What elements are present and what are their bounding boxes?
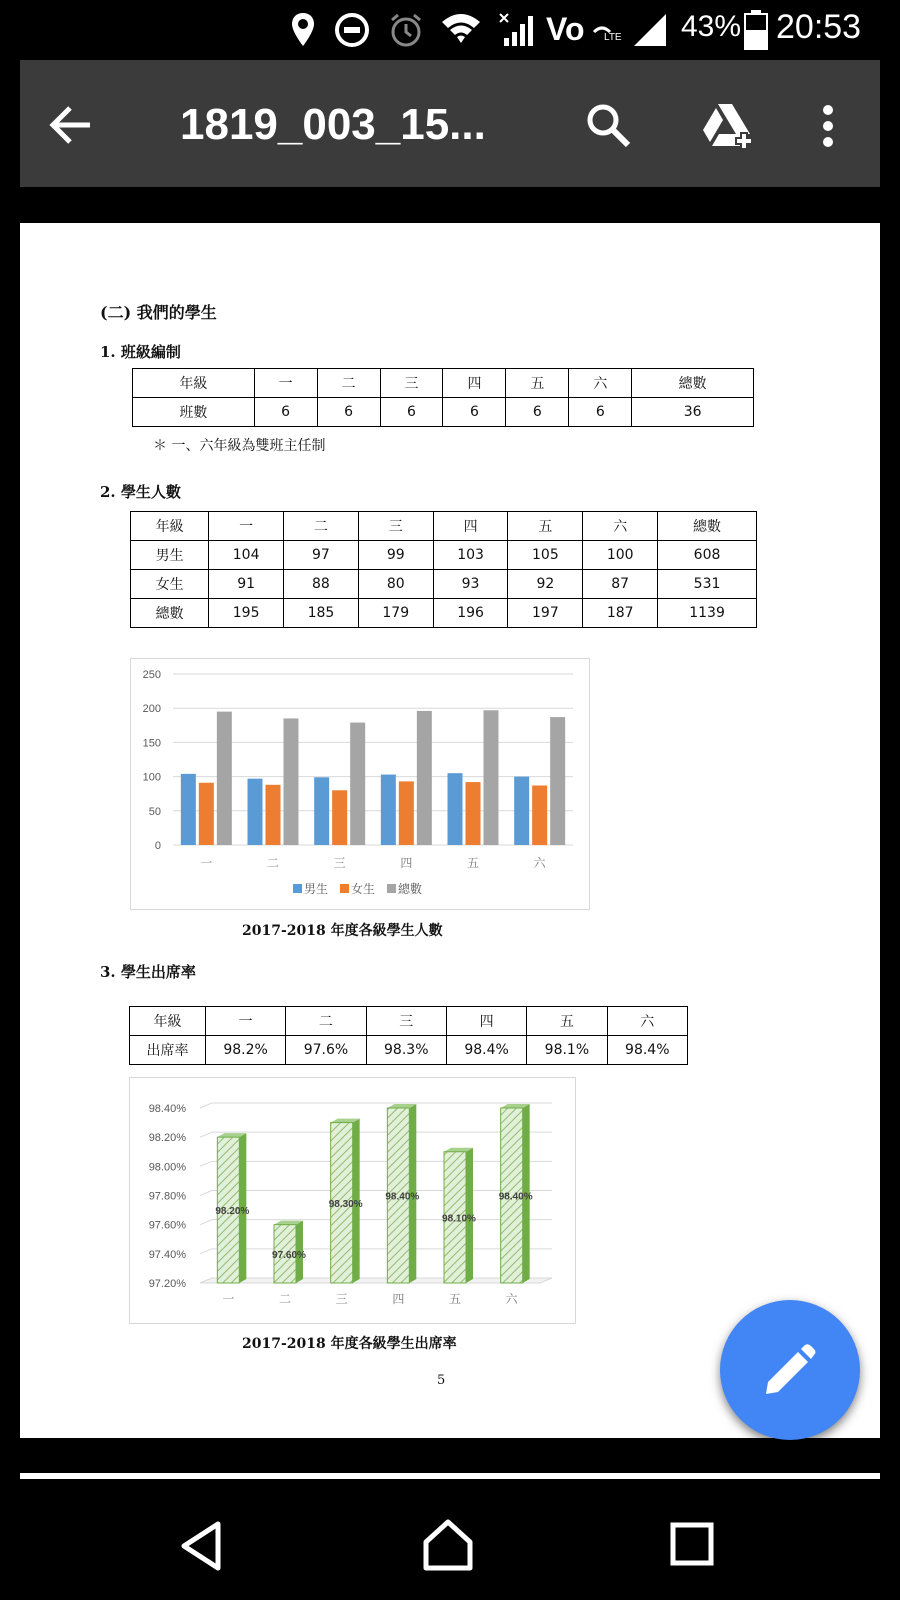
students-table-cell: 105 <box>508 541 583 570</box>
bar-男生 <box>514 777 529 845</box>
x-tick-label: 一 <box>222 1292 235 1306</box>
attendance-table-cell: 一 <box>205 1007 285 1036</box>
legend-swatch <box>340 884 349 893</box>
students-table-cell: 二 <box>284 512 359 541</box>
students-table-cell: 三 <box>358 512 433 541</box>
attendance-table-cell: 四 <box>446 1007 526 1036</box>
nav-recents-icon[interactable] <box>670 1522 714 1566</box>
attendance-table-cell: 五 <box>527 1007 607 1036</box>
gridline <box>200 1161 552 1166</box>
students-table-row <box>131 541 757 570</box>
y-tick-label: 250 <box>142 669 161 681</box>
students-table-cell: 99 <box>358 541 433 570</box>
class-section-heading: 1. 班級編制 <box>100 343 181 361</box>
bar-總數 <box>550 717 565 845</box>
bar-男生 <box>448 773 463 845</box>
bar-男生 <box>381 775 396 845</box>
class-table-cell: 三 <box>380 369 443 398</box>
bar-女生 <box>199 783 214 845</box>
students-table-cell: 179 <box>358 599 433 628</box>
x-tick-label: 四 <box>400 856 413 870</box>
students-table-cell: 五 <box>508 512 583 541</box>
y-tick-label: 97.20% <box>148 1278 186 1290</box>
students-table-cell: 187 <box>583 599 658 628</box>
chart-floor <box>200 1278 552 1283</box>
search-icon[interactable] <box>585 102 631 148</box>
x-tick-label: 四 <box>392 1292 405 1306</box>
more-options-icon[interactable] <box>820 104 836 148</box>
bar-男生 <box>181 774 196 845</box>
document-title: 1819_003_15... <box>180 100 486 149</box>
section-heading: (二) 我們的學生 <box>100 303 217 322</box>
svg-text:Vo: Vo <box>546 11 585 47</box>
attendance-table-row <box>130 1036 688 1065</box>
bar-女生 <box>399 781 414 845</box>
x-tick-label: 六 <box>505 1292 518 1306</box>
pdf-page <box>20 223 880 1438</box>
students-table-cell: 一 <box>209 512 284 541</box>
x-tick-label: 一 <box>200 856 213 870</box>
students-table-cell: 總數 <box>658 512 757 541</box>
y-tick-label: 97.80% <box>148 1190 186 1203</box>
students-table-cell: 104 <box>209 541 284 570</box>
data-label: 98.40% <box>498 1191 533 1203</box>
y-tick-label: 98.00% <box>148 1161 186 1174</box>
class-table-row <box>133 369 754 398</box>
attendance-table <box>129 1006 688 1065</box>
class-table-cell: 總數 <box>632 369 754 398</box>
class-note: ＊ 一、六年級為雙班主任制 <box>153 438 326 454</box>
students-table-cell: 女生 <box>131 570 209 599</box>
bar-女生 <box>466 782 481 845</box>
bar-總數 <box>417 711 432 845</box>
page-number: 5 <box>437 1373 446 1388</box>
back-arrow-icon[interactable] <box>48 105 92 145</box>
attendance-table-cell: 98.1% <box>527 1036 607 1065</box>
bar-總數 <box>350 723 365 845</box>
legend-label: 男生 <box>304 882 329 896</box>
students-table-cell: 103 <box>433 541 508 570</box>
bar-女生 <box>532 785 547 845</box>
students-table-cell: 93 <box>433 570 508 599</box>
battery-percentage: 43% <box>681 10 742 43</box>
legend-label: 女生 <box>351 882 376 896</box>
students-table-row <box>131 570 757 599</box>
attendance-table-cell: 出席率 <box>130 1036 206 1065</box>
volte-icon <box>546 10 622 48</box>
data-label: 98.30% <box>328 1198 363 1210</box>
bar-總數 <box>484 710 499 845</box>
bar-男生 <box>314 777 329 845</box>
bar-女生 <box>332 790 347 845</box>
data-label: 98.40% <box>385 1191 420 1203</box>
students-table-cell: 四 <box>433 512 508 541</box>
nav-back-icon[interactable] <box>178 1520 224 1572</box>
students-table-cell: 80 <box>358 570 433 599</box>
y-tick-label: 98.40% <box>148 1103 186 1115</box>
mobile-signal-x-icon <box>498 12 534 48</box>
students-table-cell: 196 <box>433 599 508 628</box>
class-table-cell: 班數 <box>133 398 255 427</box>
y-tick-label: 97.60% <box>148 1219 186 1232</box>
students-table-cell: 1139 <box>658 599 757 628</box>
data-label: 97.60% <box>272 1249 306 1261</box>
class-table-cell: 一 <box>254 369 317 398</box>
bottom-divider <box>20 1473 880 1479</box>
attendance-table-cell: 98.4% <box>446 1036 526 1065</box>
attendance-table-cell: 年級 <box>130 1007 206 1036</box>
x-tick-label: 三 <box>333 856 346 870</box>
attendance-section-heading: 3. 學生出席率 <box>100 963 196 981</box>
legend-swatch <box>293 884 302 893</box>
students-section-heading: 2. 學生人數 <box>100 483 181 501</box>
bar-男生 <box>248 779 263 845</box>
students-table-cell: 91 <box>209 570 284 599</box>
gridline <box>200 1132 552 1137</box>
legend-label: 總數 <box>398 882 423 896</box>
students-table-cell: 88 <box>284 570 359 599</box>
attendance-table-cell: 98.2% <box>205 1036 285 1065</box>
bar-總數 <box>284 718 299 845</box>
do-not-disturb-icon <box>334 12 370 48</box>
battery-icon <box>744 10 768 50</box>
students-chart-caption: 2017-2018 年度各級學生人數 <box>242 923 443 939</box>
students-table-cell: 197 <box>508 599 583 628</box>
legend-swatch <box>387 884 396 893</box>
students-table-cell: 97 <box>284 541 359 570</box>
students-table-cell: 男生 <box>131 541 209 570</box>
attendance-table-cell: 三 <box>366 1007 446 1036</box>
students-table-row <box>131 512 757 541</box>
attendance-chart <box>129 1077 576 1324</box>
class-table-cell: 年級 <box>133 369 255 398</box>
location-icon <box>290 12 316 48</box>
students-table-cell: 531 <box>658 570 757 599</box>
clock: 20:53 <box>776 8 862 46</box>
x-tick-label: 二 <box>266 856 280 870</box>
cell-signal-icon <box>632 12 668 48</box>
x-tick-label: 五 <box>448 1292 462 1306</box>
students-table-cell: 195 <box>209 599 284 628</box>
y-tick-label: 150 <box>142 737 161 750</box>
class-table-cell: 二 <box>317 369 380 398</box>
y-tick-label: 0 <box>154 840 161 852</box>
alarm-icon <box>388 12 424 48</box>
students-table-cell: 六 <box>583 512 658 541</box>
students-table-cell: 年級 <box>131 512 209 541</box>
attendance-table-cell: 二 <box>286 1007 366 1036</box>
y-tick-label: 100 <box>142 771 161 784</box>
students-table-cell: 100 <box>583 541 658 570</box>
class-table-cell: 6 <box>380 398 443 427</box>
edit-button[interactable] <box>720 1300 860 1440</box>
attendance-table-cell: 98.4% <box>607 1036 687 1065</box>
students-table-cell: 87 <box>583 570 658 599</box>
pencil-icon <box>762 1342 818 1398</box>
class-table-cell: 六 <box>569 369 632 398</box>
class-table-cell: 6 <box>443 398 506 427</box>
students-table-row <box>131 599 757 628</box>
svg-text:LTE: LTE <box>604 32 622 43</box>
y-tick-label: 50 <box>148 805 161 818</box>
y-tick-label: 200 <box>142 703 161 716</box>
students-chart <box>130 658 590 910</box>
class-table <box>132 368 754 427</box>
x-tick-label: 三 <box>335 1292 348 1306</box>
data-label: 98.20% <box>215 1206 250 1218</box>
students-table-cell: 185 <box>284 599 359 628</box>
students-table <box>130 511 757 628</box>
class-table-row <box>133 398 754 427</box>
nav-home-icon[interactable] <box>422 1518 474 1572</box>
gridline <box>200 1103 552 1108</box>
data-label: 98.10% <box>442 1213 476 1225</box>
class-table-cell: 6 <box>317 398 380 427</box>
students-table-cell: 92 <box>508 570 583 599</box>
x-tick-label: 二 <box>278 1292 292 1306</box>
gridline <box>200 1220 552 1225</box>
students-table-cell: 608 <box>658 541 757 570</box>
class-table-cell: 6 <box>506 398 569 427</box>
google-drive-add-icon[interactable] <box>700 102 756 152</box>
y-tick-label: 97.40% <box>148 1248 186 1261</box>
students-table-cell: 總數 <box>131 599 209 628</box>
y-tick-label: 98.20% <box>148 1132 186 1145</box>
class-table-cell: 五 <box>506 369 569 398</box>
attendance-chart-caption: 2017-2018 年度各級學生出席率 <box>242 1336 457 1352</box>
attendance-table-cell: 六 <box>607 1007 687 1036</box>
gridline <box>200 1249 552 1254</box>
x-tick-label: 六 <box>533 856 546 870</box>
class-table-cell: 6 <box>569 398 632 427</box>
attendance-table-cell: 98.3% <box>366 1036 446 1065</box>
attendance-table-row <box>130 1007 688 1036</box>
class-table-cell: 6 <box>254 398 317 427</box>
bar-女生 <box>266 785 281 845</box>
class-table-cell: 四 <box>443 369 506 398</box>
status-bar <box>0 0 900 60</box>
app-bar <box>20 60 880 187</box>
x-tick-label: 五 <box>466 856 480 870</box>
attendance-table-cell: 97.6% <box>286 1036 366 1065</box>
bar-總數 <box>217 712 232 845</box>
wifi-icon <box>440 12 482 48</box>
class-table-cell: 36 <box>632 398 754 427</box>
